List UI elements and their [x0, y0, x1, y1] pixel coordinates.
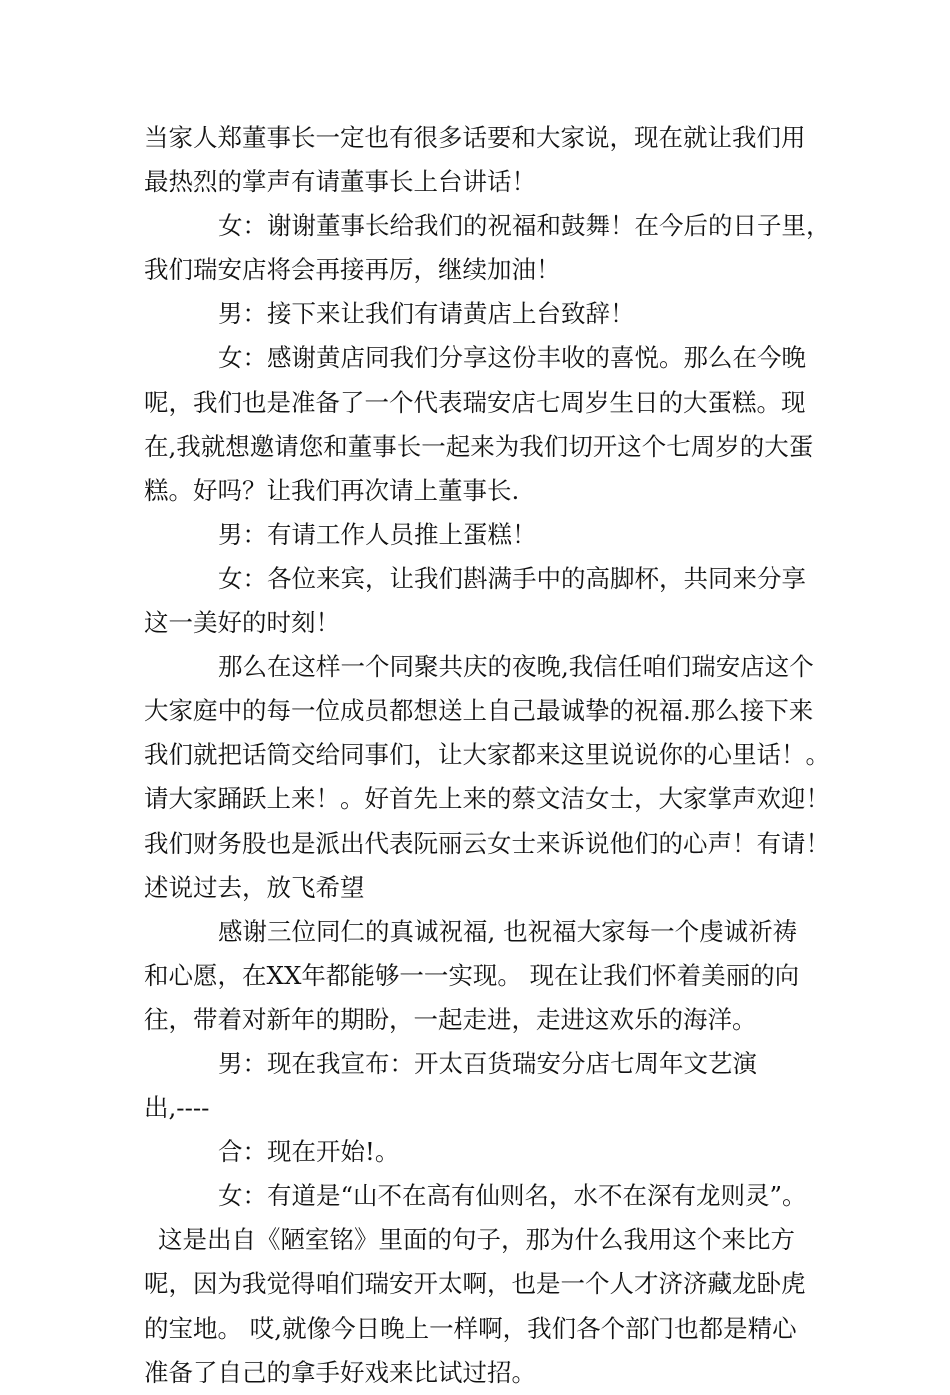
text-line: 那么在这样一个同聚共庆的夜晚,我信任咱们瑞安店这个	[218, 652, 814, 682]
text-line: 女：有道是“山不在高有仙则名，水不在深有龙则灵”。	[218, 1181, 807, 1211]
text-line: 准备了自己的拿手好戏来比试过招。	[144, 1357, 536, 1387]
text-line: 请大家踊跃上来！。好首先上来的蔡文洁女士，大家掌声欢迎！	[144, 784, 830, 814]
text-line: 这是出自《陋室铭》里面的句子，那为什么我用这个来比方	[158, 1225, 795, 1255]
text-line: 女：感谢黄店同我们分享这份丰收的喜悦。那么在今晚	[218, 343, 806, 373]
text-line: 我们财务股也是派出代表阮丽云女士来诉说他们的心声！有请！	[144, 828, 830, 858]
text-line: 和心愿，在XX年都能够一一实现。 现在让我们怀着美丽的向	[144, 960, 800, 990]
text-line: 大家庭中的每一位成员都想送上自己最诚挚的祝福.那么接下来	[144, 696, 814, 726]
text-line: 这一美好的时刻！	[144, 608, 340, 638]
text-line: 呢，因为我觉得咱们瑞安开太啊，也是一个人才济济藏龙卧虎	[144, 1269, 806, 1299]
body-text	[144, 116, 831, 1395]
text-line: 糕。好吗？让我们再次请上董事长.	[144, 475, 520, 505]
text-line: 最热烈的掌声有请董事长上台讲话！	[144, 167, 536, 197]
text-line: 男：有请工作人员推上蛋糕！	[218, 519, 537, 549]
text-line: 女：各位来宾，让我们斟满手中的高脚杯，共同来分享	[218, 563, 806, 593]
text-line: 呢，我们也是准备了一个代表瑞安店七周岁生日的大蛋糕。现	[144, 387, 806, 417]
text-line: 我们瑞安店将会再接再厉，继续加油！	[144, 255, 561, 285]
text-line: 我们就把话筒交给同事们，让大家都来这里说说你的心里话！。	[144, 740, 830, 770]
text-line: 往，带着对新年的期盼，一起走进，走进这欢乐的海洋。	[144, 1004, 757, 1034]
text-line: 当家人郑董事长一定也有很多话要和大家说，现在就让我们用	[144, 123, 806, 152]
text-line: 出,----	[144, 1093, 210, 1123]
text-line: 男：现在我宣布：开太百货瑞安分店七周年文艺演	[218, 1048, 757, 1078]
text-line: 女：谢谢董事长给我们的祝福和鼓舞！在今后的日子里，	[218, 211, 831, 241]
text-line: 男：接下来让我们有请黄店上台致辞！	[218, 299, 635, 329]
text-line: 在,我就想邀请您和董事长一起来为我们切开这个七周岁的大蛋	[144, 431, 814, 461]
text-line: 述说过去，放飞希望	[144, 872, 365, 902]
text-line: 感谢三位同仁的真诚祝福, 也祝福大家每一个虔诚祈祷	[218, 916, 798, 946]
text-line: 合：现在开始!。	[218, 1137, 400, 1167]
text-line: 的宝地。 哎,就像今日晚上一样啊，我们各个部门也都是精心	[144, 1313, 797, 1343]
